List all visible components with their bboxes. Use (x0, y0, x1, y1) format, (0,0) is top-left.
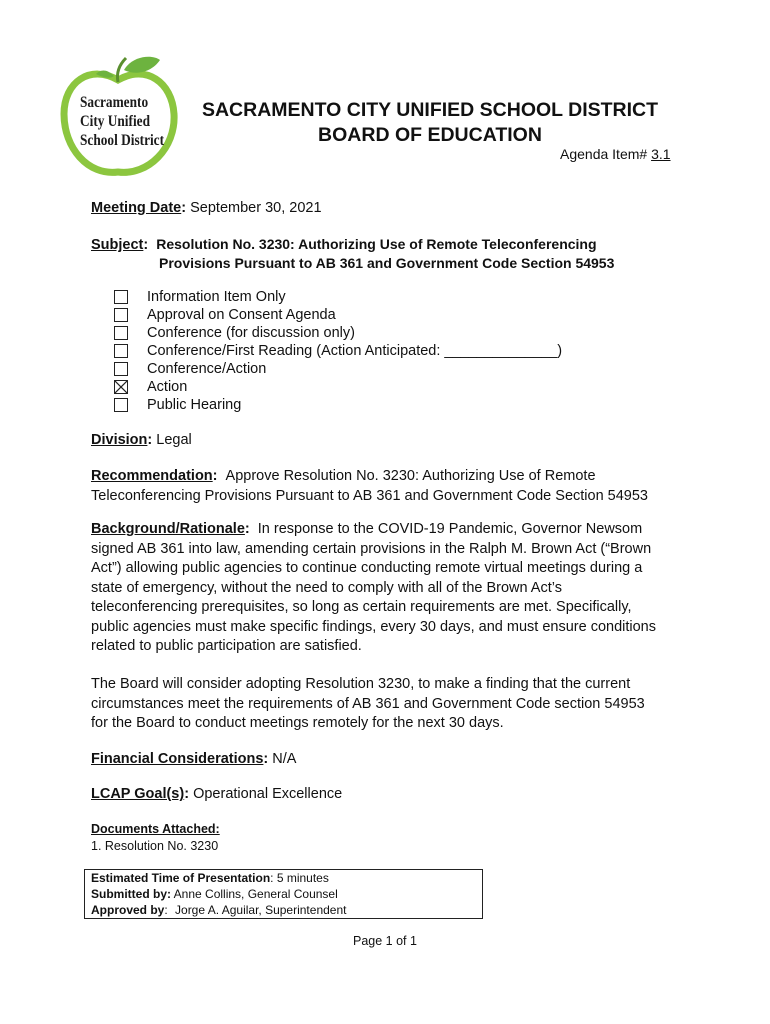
division-value: Legal (156, 432, 192, 448)
agenda-item-label: Agenda Item# (560, 146, 648, 162)
division-label: Division (91, 432, 148, 448)
approved-by: Approved by: Jorge A. Aguilar, Superintendent (91, 903, 347, 917)
subject-line-1: Resolution No. 3230: Authorizing Use of Remote Teleconferencing (156, 236, 597, 252)
estimated-time: Estimated Time of Presentation: 5 minutes (91, 871, 329, 885)
document-item: 1. Resolution No. 3230 (91, 839, 219, 853)
meeting-date: Meeting Date: September 30, 2021 (91, 200, 322, 216)
checked-x-icon (115, 381, 127, 393)
approved-by-value: Jorge A. Aguilar, Superintendent (175, 903, 347, 917)
subject: Subject: Resolution No. 3230: Authorizing Use of Remote Teleconferencing (91, 236, 597, 253)
background-paragraph-2 (91, 675, 645, 734)
submitted-by-value: Anne Collins, General Counsel (173, 887, 338, 901)
approved-by-label: Approved by (91, 903, 165, 917)
option-label: Conference (for discussion only) (147, 325, 355, 341)
background-line: Act”) allowing public agencies to continue conducting remote virtual meetings during a (91, 560, 643, 576)
estimated-time-label: Estimated Time of Presentation (91, 871, 271, 885)
lcap-value: Operational Excellence (193, 786, 343, 802)
option-label: Action (147, 379, 188, 395)
financial-label: Financial Considerations (91, 751, 264, 767)
background-rationale: Background/Rationale: In response to the COVID-19 Pandemic, Governor Newsom signed AB 361 into law, amending certain provisions in the Ralph M. Brown Act (“Brown Act”) allowing public agencies to continue conducting remote virtual meetings during a state of emergency, without the need to comply with all of the Brown Act’s teleconferencing prerequisites, so long as certain requirements are met. Specifically, public agencies must make specific findings, every 30 days, and must ensure conditions related to public participation are satisfied. (91, 520, 656, 657)
submitted-by-label: Submitted by: (91, 887, 171, 901)
option-label: Conference/Action (147, 361, 267, 377)
meeting-date-value: September 30, 2021 (190, 200, 322, 216)
checkbox-information-item[interactable] (114, 290, 128, 304)
page-number: Page 1 of 1 (353, 934, 417, 948)
option-label: Approval on Consent Agenda (147, 307, 336, 323)
option-label: Information Item Only (147, 289, 286, 305)
background-line: teleconferencing prerequisites, so long as certain requirements are met. Specifically, (91, 599, 632, 615)
agenda-item-number: 3.1 (651, 146, 671, 162)
background-line: state of emergency, without the need to comply with all of the Brown Act’s (91, 579, 562, 596)
logo-line-3: School District (80, 132, 165, 149)
option-label: Public Hearing (147, 397, 242, 413)
subject-line-2: Provisions Pursuant to AB 361 and Government Code Section 54953 (159, 255, 615, 271)
recommendation-line-1: Approve Resolution No. 3230: Authorizing Use of Remote (225, 468, 596, 484)
background-line: public agencies must make specific findings, every 30 days, and must ensure conditions (91, 618, 656, 635)
background-label: Background/Rationale (91, 521, 245, 537)
meeting-date-label: Meeting Date (91, 200, 182, 216)
checkbox-public-hearing[interactable] (114, 398, 128, 412)
logo-line-1: Sacramento (80, 94, 149, 111)
checkbox-conference[interactable] (114, 326, 128, 340)
checkbox-consent-agenda[interactable] (114, 308, 128, 322)
district-title: SACRAMENTO CITY UNIFIED SCHOOL DISTRICT (201, 99, 659, 121)
board-title: BOARD OF EDUCATION (318, 124, 542, 146)
financial-value: N/A (272, 751, 297, 767)
background-line: related to public participation are satisfied. (91, 638, 362, 654)
agenda-item (560, 146, 671, 162)
background-line: The Board will consider adopting Resolution 3230, to make a finding that the current (91, 676, 631, 692)
background-line: signed AB 361 into law, amending certain provisions in the Ralph M. Brown Act (“Brown (91, 540, 652, 557)
recommendation-line-2: Teleconferencing Provisions Pursuant to AB 361 and Government Code Section 54953 (91, 487, 648, 504)
financial-considerations: Financial Considerations: N/A (91, 751, 297, 767)
checkbox-conference-action[interactable] (114, 362, 128, 376)
logo-line-2: City Unified (80, 113, 150, 130)
lcap-goals: LCAP Goal(s): Operational Excellence (91, 786, 343, 802)
recommendation-label: Recommendation (91, 468, 213, 484)
division: Division: Legal (91, 432, 192, 448)
estimated-time-value: 5 minutes (276, 871, 329, 885)
submitted-by (91, 887, 338, 901)
background-line: In response to the COVID-19 Pandemic, Governor Newsom (257, 521, 643, 537)
recommendation: Recommendation: Approve Resolution No. 3230: Authorizing Use of Remote Teleconferencing Provisions Pursuant to AB 361 and Government Code Section 54953 (91, 467, 648, 506)
background-line: for the Board to conduct meetings remotely for the next 30 days. (91, 715, 504, 731)
subject-label: Subject (91, 237, 144, 253)
checkbox-first-reading[interactable] (114, 344, 128, 358)
checkbox-action[interactable] (114, 380, 128, 394)
lcap-label: LCAP Goal(s) (91, 786, 185, 802)
documents-attached-label: Documents Attached: (91, 822, 220, 836)
option-label: Conference/First Reading (Action Anticipated: ______________) (147, 343, 563, 359)
background-line: circumstances meet the requirements of AB 361 and Government Code section 54953 (91, 695, 645, 712)
